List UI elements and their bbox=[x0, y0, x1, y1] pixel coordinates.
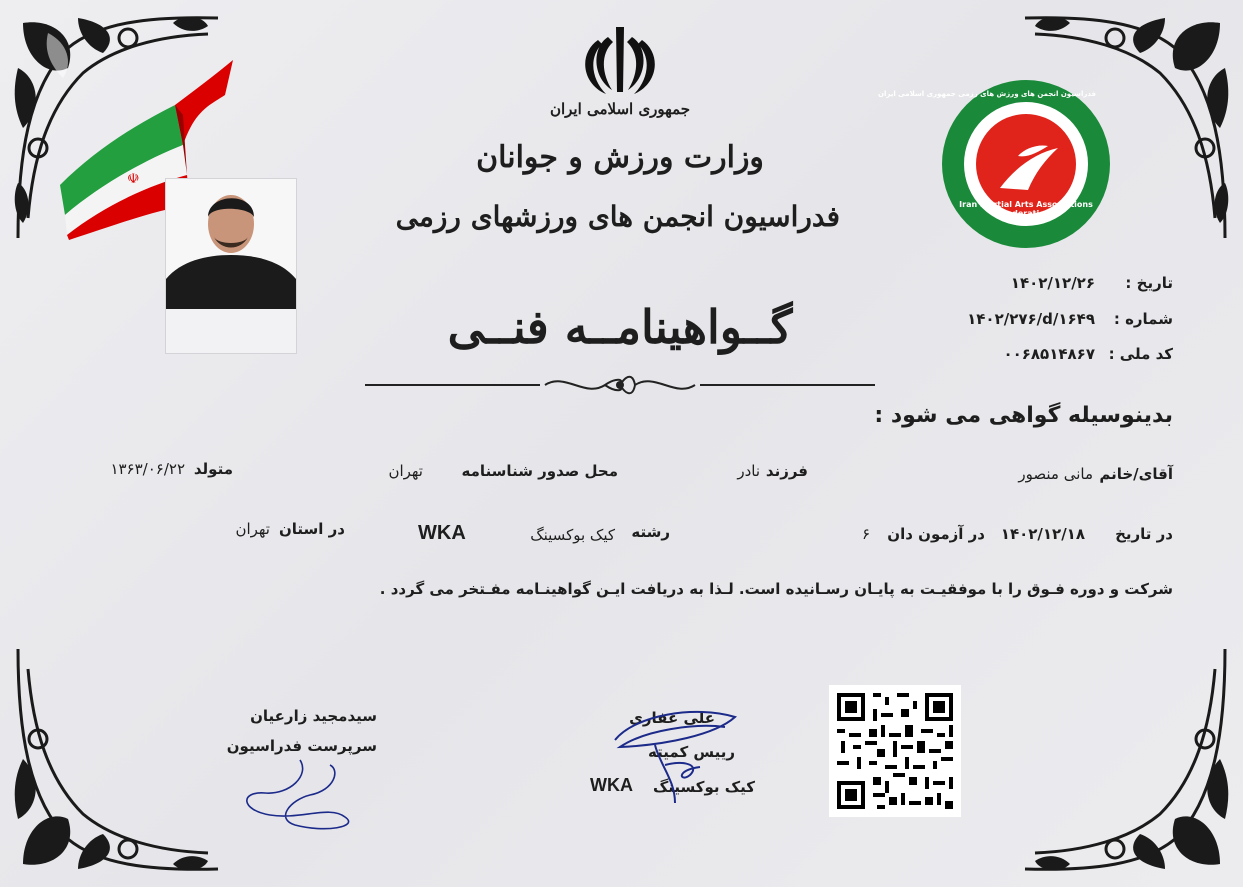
mr-mrs-label: آقای/خانم bbox=[1099, 465, 1173, 483]
date-value: ۱۴۰۲/۱۲/۲۶ bbox=[1010, 274, 1095, 292]
ornament-bottom-right-icon bbox=[1015, 639, 1235, 879]
qr-code bbox=[829, 685, 961, 817]
ornament-bottom-left-icon bbox=[8, 639, 228, 879]
field-value: کیک بوکسینگ bbox=[530, 526, 615, 544]
left-signature-icon bbox=[235, 755, 365, 835]
profile-photo bbox=[165, 178, 297, 354]
person-photo-icon bbox=[166, 179, 296, 309]
ministry-text: وزارت ورزش و جوانان bbox=[476, 140, 764, 175]
date-label: تاریخ : bbox=[1125, 274, 1173, 292]
center-signer-name: علی غفاری bbox=[629, 709, 715, 727]
issue-place-label: محل صدور شناسنامه bbox=[461, 462, 618, 480]
child-of-label: فرزند bbox=[765, 462, 808, 480]
left-signer-title: سرپرست فدراسیون bbox=[226, 737, 377, 755]
name-value: مانی منصور bbox=[1018, 465, 1093, 483]
province-value: تهران bbox=[235, 520, 270, 538]
province-label: در استان bbox=[278, 520, 345, 538]
father-value: نادر bbox=[737, 462, 760, 480]
center-signer-title: رییس کمیته bbox=[648, 743, 735, 761]
born-label: متولد bbox=[193, 460, 233, 478]
center-signer-wka: WKA bbox=[590, 775, 633, 795]
center-signer-sport: کیک بوکسینگ bbox=[652, 778, 755, 796]
exam-date-label: در تاریخ bbox=[1115, 525, 1173, 543]
federation-text: فدراسیون انجمن های ورزشهای رزمی bbox=[395, 200, 840, 233]
dan-value: ۶ bbox=[861, 525, 870, 543]
number-label: شماره : bbox=[1113, 310, 1173, 328]
exam-date-value: ۱۴۰۲/۱۲/۱۸ bbox=[1000, 525, 1085, 543]
national-code-value: ۰۰۶۸۵۱۴۸۶۷ bbox=[1003, 345, 1095, 363]
field-label: رشته bbox=[631, 523, 670, 541]
number-value: ۱۴۰۲/۲۷۶/d/۱۶۴۹ bbox=[967, 310, 1095, 328]
intro-text: بدینوسیله گواهی می شود : bbox=[874, 403, 1173, 428]
left-signer-name: سیدمجید زارعیان bbox=[250, 707, 377, 725]
closing-text: شرکت و دوره فـوق را با موفقیـت به پایـان رسـانیده است. لـذا به دریافت ایـن گواهینـامه مفـتخر می گردد . bbox=[379, 580, 1173, 598]
birth-date-value: ۱۳۶۳/۰۶/۲۲ bbox=[110, 460, 185, 478]
center-signature-icon bbox=[605, 705, 745, 810]
federation-logo-icon bbox=[877, 78, 1112, 250]
svg-text:☫: ☫ bbox=[127, 171, 140, 187]
exam-label: در آزمون دان bbox=[887, 525, 985, 543]
issue-place-value: تهران bbox=[388, 462, 423, 480]
logo-ring-text-en: Iran Martial Arts Associations Federation bbox=[959, 200, 1093, 218]
logo-ring-text: فدراسیون انجمن های ورزش های رزمی جمهوری اسلامی ایران bbox=[877, 90, 1096, 98]
divider-ornament-icon bbox=[365, 370, 875, 400]
republic-text: جمهوری اسلامی ایران bbox=[549, 100, 691, 118]
national-code-label: کد ملی : bbox=[1108, 345, 1173, 363]
certificate-title: گــواهینامــه فنــی bbox=[447, 300, 793, 354]
field-wka: WKA bbox=[418, 522, 466, 544]
qr-code-icon bbox=[829, 685, 961, 817]
iran-emblem-icon bbox=[580, 22, 660, 97]
